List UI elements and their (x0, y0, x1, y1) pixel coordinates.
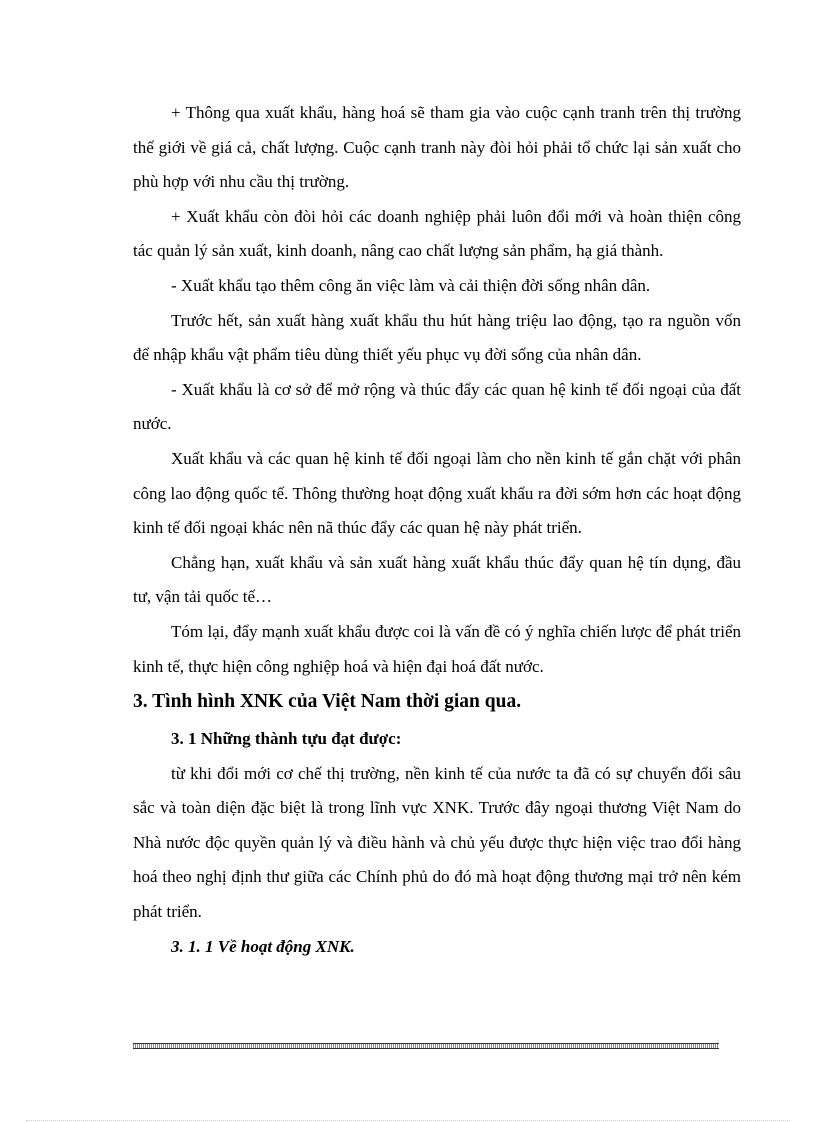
footer-rule (133, 1043, 719, 1049)
subsection-heading: 3. 1 Những thành tựu đạt được: (171, 729, 402, 749)
paragraph-summary: Tóm lại, đẩy mạnh xuất khẩu được coi là vấn đề có ý nghĩa chiến lược để phát triển kinh tế, thực hiện công nghiệp hoá và hiện đại hoá đất nước. (133, 621, 741, 676)
paragraph-employment: - Xuất khẩu tạo thêm công ăn việc làm và cải thiện đời sống nhân dân. (171, 275, 651, 295)
paragraph-labor: Trước hết, sản xuất hàng xuất khẩu thu hút hàng triệu lao động, tạo ra nguồn vốn để nhập khẩu vật phẩm tiêu dùng thiết yếu phục vụ đời sống của nhân dân. (133, 310, 741, 365)
paragraph-competition: + Thông qua xuất khẩu, hàng hoá sẽ tham gia vào cuộc cạnh tranh trên thị trường thế giới về giá cả, chất lượng. Cuộc cạnh tranh này đòi hỏi phải tổ chức lại sản xuất cho phù hợp với nhu cầu thị trường. (133, 103, 741, 192)
paragraph-innovation: + Xuất khẩu còn đòi hỏi các doanh nghiệp phải luôn đổi mới và hoàn thiện công tác quản lý sản xuất, kinh doanh, nâng cao chất lượng sản phẩm, hạ giá thành. (133, 206, 741, 261)
document-page (133, 96, 741, 964)
sub-subsection-heading: 3. 1. 1 Về hoạt động XNK. (171, 936, 355, 956)
paragraph-achievements: từ khi đổi mới cơ chế thị trường, nền kinh tế của nước ta đã có sự chuyển đổi sâu sắc và toàn diện đặc biệt là trong lĩnh vực XNK. Trước đây ngoại thương Việt Nam do Nhà nước độc quyền quản lý và điều hành và chủ yếu được thực hiện việc trao đổi hàng hoá theo nghị định thư giữa các Chính phủ do đó mà hoạt động thương mại trở nên kém phát triển. (133, 763, 741, 922)
paragraph-division-of-labor: Xuất khẩu và các quan hệ kinh tế đối ngoại làm cho nền kinh tế gắn chặt với phân công lao động quốc tế. Thông thường hoạt động xuất khẩu ra đời sớm hơn các hoạt động kinh tế đối ngoại khác nên nã thúc đẩy các quan hệ này phát triển. (133, 448, 741, 538)
page-edge (26, 1120, 790, 1121)
paragraph-example: Chẳng hạn, xuất khẩu và sản xuất hàng xuất khẩu thúc đẩy quan hệ tín dụng, đầu tư, vận tải quốc tế… (133, 552, 741, 607)
section-heading: 3. Tình hình XNK của Việt Nam thời gian qua. (133, 691, 522, 713)
paragraph-foreign-relations: - Xuất khẩu là cơ sở để mở rộng và thúc đẩy các quan hệ kinh tế đối ngoại của đất nước. (133, 379, 741, 434)
